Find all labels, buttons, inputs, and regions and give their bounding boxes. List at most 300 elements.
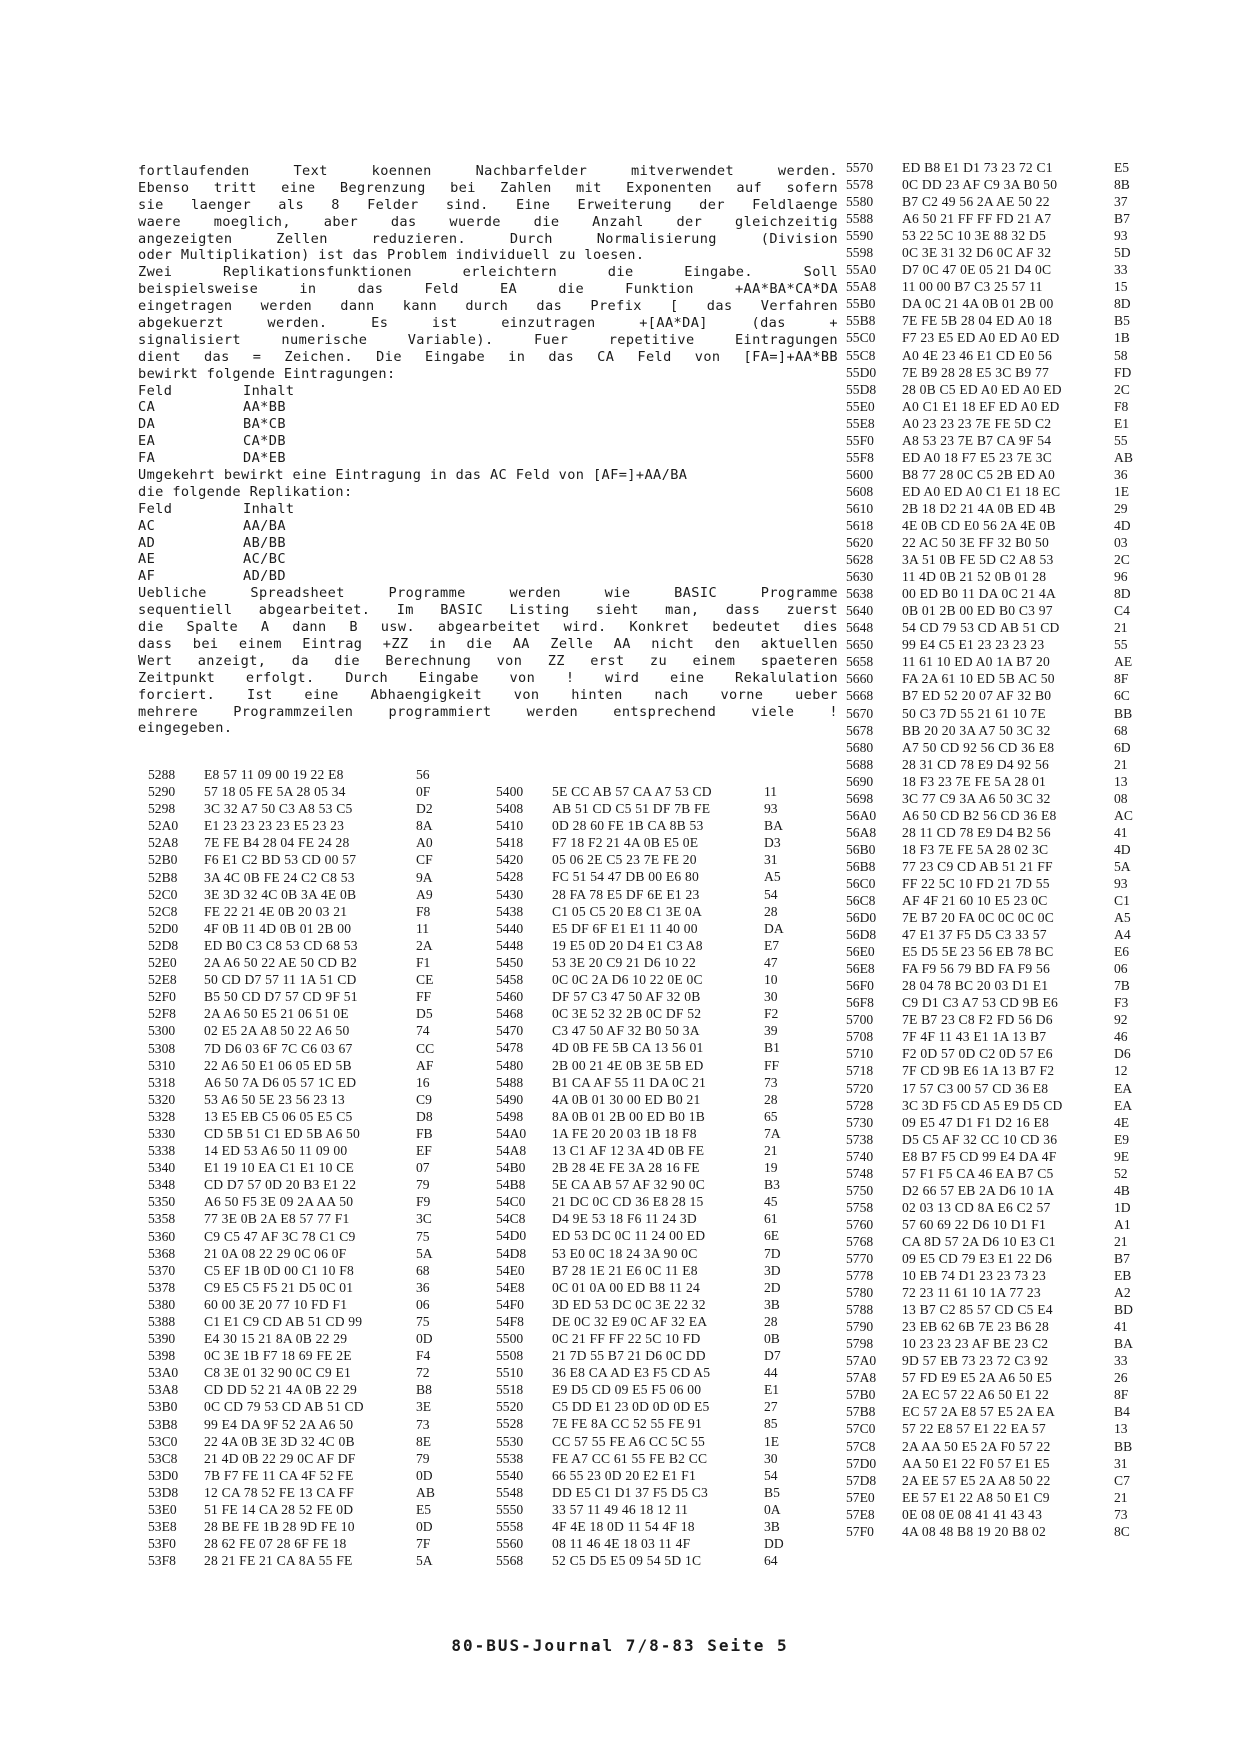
hex-row: [496, 988, 794, 1005]
hex-row: [846, 483, 1144, 500]
hex-address: 54C8: [496, 1211, 526, 1227]
hex-bytes: E9 D5 CD 09 E5 F5 06 00: [552, 1382, 702, 1398]
hex-address: 52A0: [148, 818, 179, 834]
hex-address: 54A8: [496, 1142, 527, 1158]
hex-row: [846, 977, 1144, 994]
text-line: mehrere Programmzeilen programmiert werden entsprechend viele !: [138, 703, 838, 720]
hex-row: [148, 1210, 446, 1227]
hex-row: [496, 1210, 794, 1227]
hex-row: [846, 1352, 1144, 1369]
text-line: dass bei einem Eintrag +ZZ in die AA Zelle AA nicht den aktuellen: [138, 635, 838, 652]
hex-bytes: CD DD 52 21 4A 0B 22 29: [204, 1382, 358, 1398]
hex-bytes: 50 CD D7 57 11 1A 51 CD: [204, 972, 357, 988]
hex-checksum: A4: [1114, 927, 1131, 943]
hex-row: [846, 1233, 1144, 1250]
hex-listing-right-column: [846, 159, 1144, 1540]
hex-address: 5778: [846, 1268, 874, 1284]
hex-bytes: 2A EC 57 22 A6 50 E1 22: [902, 1387, 1049, 1403]
hex-address: 5708: [846, 1029, 874, 1045]
hex-row: [148, 783, 446, 800]
hex-checksum: 79: [416, 1450, 430, 1466]
hex-checksum: 8F: [1114, 671, 1129, 687]
text-line: fortlaufenden Text koennen Nachbarfelder mitverwendet werden.: [138, 163, 838, 179]
hex-address: 5760: [846, 1216, 874, 1232]
hex-address: 54B8: [496, 1177, 526, 1193]
hex-checksum: 9E: [1114, 1148, 1130, 1164]
hex-address: 52B8: [148, 869, 178, 885]
hex-row: [496, 1176, 794, 1193]
hex-checksum: 74: [416, 1023, 430, 1039]
hex-bytes: ED 53 DC 0C 11 24 00 ED: [552, 1228, 706, 1244]
hex-checksum: 5A: [416, 1553, 433, 1569]
hex-address: 5698: [846, 790, 874, 806]
hex-bytes: 53 3E 20 C9 21 D6 10 22: [552, 954, 696, 970]
hex-bytes: B7 C2 49 56 2A AE 50 22: [902, 194, 1050, 210]
hex-checksum: 27: [764, 1399, 778, 1415]
hex-row: [148, 1228, 446, 1245]
hex-row: [496, 1193, 794, 1210]
hex-address: 53E0: [148, 1502, 177, 1518]
hex-checksum: 21: [1114, 620, 1128, 636]
hex-row: [846, 926, 1144, 943]
hex-row: [846, 500, 1144, 517]
hex-address: 57A8: [846, 1370, 877, 1386]
hex-checksum: 1B: [1114, 330, 1130, 346]
hex-bytes: 21 7D 55 B7 21 D6 0C DD: [552, 1348, 706, 1364]
hex-address: 5350: [148, 1194, 176, 1210]
hex-address: 5448: [496, 937, 524, 953]
hex-address: 52C8: [148, 903, 178, 919]
text-line: Ebenso tritt eine Begrenzung bei Zahlen mit Exponenten auf sofern: [138, 179, 838, 196]
hex-checksum: 0F: [416, 784, 431, 800]
hex-checksum: D3: [764, 835, 781, 851]
hex-bytes: 2A A6 50 22 AE 50 CD B2: [204, 955, 358, 971]
hex-address: 57A0: [846, 1353, 877, 1369]
hex-address: 5648: [846, 620, 874, 636]
hex-checksum: DA: [764, 920, 784, 936]
hex-bytes: 11 61 10 ED A0 1A B7 20: [902, 654, 1050, 670]
hex-bytes: 11 4D 0B 21 52 0B 01 28: [902, 569, 1047, 585]
hex-address: 5710: [846, 1046, 874, 1062]
hex-row: [496, 834, 794, 851]
table-cell: EA: [138, 433, 156, 450]
hex-row: [148, 1433, 446, 1450]
hex-address: 5320: [148, 1091, 176, 1107]
table-cell: AB/BB: [243, 534, 286, 551]
hex-bytes: 7E FE B4 28 04 FE 24 28: [204, 835, 350, 851]
hex-address: 5420: [496, 852, 524, 868]
hex-row: [496, 937, 794, 954]
hex-address: 56F8: [846, 995, 874, 1011]
hex-address: 5560: [496, 1536, 524, 1552]
hex-row: [496, 1227, 794, 1244]
hex-bytes: C5 EF 1B 0D 00 C1 10 F8: [204, 1262, 355, 1278]
hex-row: [148, 1398, 446, 1415]
hex-checksum: 7B: [1114, 978, 1130, 994]
hex-row: [496, 886, 794, 903]
hex-address: 57F0: [846, 1523, 874, 1539]
text-line: angezeigten Zellen reduzieren. Durch Normalisierung (Division: [138, 230, 838, 247]
hex-row: [148, 1159, 446, 1176]
hex-address: 5368: [148, 1245, 176, 1261]
hex-row: [148, 1296, 446, 1313]
hex-checksum: 7A: [764, 1125, 781, 1141]
hex-address: 5590: [846, 228, 874, 244]
hex-address: 5680: [846, 739, 874, 755]
hex-address: 5658: [846, 654, 874, 670]
table-header: [138, 501, 838, 518]
hex-row: [148, 1176, 446, 1193]
hex-row: [846, 653, 1144, 670]
hex-address: 54C0: [496, 1194, 526, 1210]
hex-bytes: C9 E5 C5 F5 21 D5 0C 01: [204, 1279, 354, 1295]
hex-bytes: 2B 28 4E FE 3A 28 16 FE: [552, 1160, 700, 1176]
hex-address: 53F0: [148, 1536, 176, 1552]
hex-row: [846, 193, 1144, 210]
hex-checksum: C4: [1114, 603, 1130, 619]
hex-checksum: 0A: [764, 1501, 781, 1517]
text-line: Zwei Replikationsfunktionen erleichtern die Eingabe. Soll: [138, 264, 838, 281]
hex-bytes: 53 A6 50 5E 23 56 23 13: [204, 1091, 345, 1107]
hex-checksum: DD: [764, 1536, 784, 1552]
hex-checksum: 54: [764, 886, 778, 902]
hex-address: 55B8: [846, 313, 876, 329]
hex-bytes: FE A7 CC 61 55 FE B2 CC: [552, 1450, 708, 1466]
hex-checksum: 93: [1114, 228, 1128, 244]
hex-row: [846, 670, 1144, 687]
hex-checksum: 12: [1114, 1063, 1128, 1079]
hex-address: 52F8: [148, 1006, 176, 1022]
hex-row: [496, 1467, 794, 1484]
article-text: [138, 163, 838, 737]
hex-checksum: 36: [416, 1279, 430, 1295]
hex-row: [148, 1108, 446, 1125]
hex-row: [846, 824, 1144, 841]
hex-bytes: FA 2A 61 10 ED 5B AC 50: [902, 671, 1055, 687]
hex-address: 57B0: [846, 1387, 876, 1403]
hex-checksum: C9: [416, 1091, 432, 1107]
hex-bytes: 28 04 78 BC 20 03 D1 E1: [902, 978, 1049, 994]
hex-row: [496, 920, 794, 937]
hex-checksum: F1: [416, 955, 431, 971]
hex-bytes: B1 CA AF 55 11 DA 0C 21: [552, 1074, 707, 1090]
hex-checksum: E6: [1114, 944, 1130, 960]
hex-checksum: EF: [416, 1143, 432, 1159]
text-line: waere moeglich, aber das wuerde die Anzahl der gleichzeitig: [138, 213, 838, 230]
hex-address: 5418: [496, 835, 524, 851]
hex-checksum: 21: [764, 1142, 778, 1158]
hex-bytes: 10 EB 74 D1 23 23 73 23: [902, 1268, 1046, 1284]
hex-row: [496, 971, 794, 988]
hex-row: [148, 1245, 446, 1262]
hex-row: [846, 278, 1144, 295]
hex-address: 56B8: [846, 858, 876, 874]
hex-checksum: 44: [764, 1365, 778, 1381]
table-header-cell: Feld: [138, 382, 173, 399]
hex-checksum: 61: [764, 1211, 778, 1227]
hex-address: 5660: [846, 671, 874, 687]
hex-address: 5598: [846, 245, 874, 261]
hex-checksum: CF: [416, 852, 433, 868]
hex-bytes: 50 C3 7D 55 21 61 10 7E: [902, 705, 1046, 721]
hex-checksum: CE: [416, 972, 434, 988]
hex-row: [846, 636, 1144, 653]
hex-row: [496, 1108, 794, 1125]
hex-checksum: 72: [416, 1365, 430, 1381]
hex-row: [846, 261, 1144, 278]
hex-address: 5358: [148, 1211, 176, 1227]
hex-row: [496, 1484, 794, 1501]
hex-address: 5738: [846, 1131, 874, 1147]
hex-checksum: 96: [1114, 569, 1128, 585]
hex-bytes: 09 E5 CD 79 E3 E1 22 D6: [902, 1251, 1052, 1266]
hex-address: 5720: [846, 1080, 874, 1096]
hex-bytes: 0C 3E 1B F7 18 69 FE 2E: [204, 1348, 352, 1364]
hex-bytes: D4 9E 53 18 F6 11 24 3D: [552, 1211, 697, 1227]
text-line: signalisiert numerische Variable). Fuer repetitive Eintragungen: [138, 331, 838, 348]
hex-address: 56E0: [846, 944, 875, 960]
hex-row: [496, 851, 794, 868]
hex-address: 5338: [148, 1143, 176, 1159]
hex-row: [148, 886, 446, 903]
hex-checksum: 0B: [764, 1331, 780, 1346]
hex-bytes: 33 57 11 49 46 18 12 11: [552, 1501, 689, 1517]
hex-row: [846, 892, 1144, 909]
hex-row: [148, 937, 446, 954]
hex-address: 54F0: [496, 1296, 524, 1312]
hex-address: 5558: [496, 1519, 524, 1535]
hex-bytes: 28 31 CD 78 E9 D4 92 56: [902, 756, 1049, 772]
hex-bytes: 18 F3 7E FE 5A 28 02 3C: [902, 841, 1049, 857]
text-line: Umgekehrt bewirkt eine Eintragung in das AC Feld von [AF=]+AA/BA: [138, 467, 688, 484]
hex-bytes: 7F 4F 11 43 E1 1A 13 B7: [902, 1029, 1047, 1045]
hex-row: [496, 1518, 794, 1535]
hex-checksum: 39: [764, 1023, 778, 1039]
hex-bytes: 11 00 00 B7 C3 25 57 11: [902, 279, 1043, 295]
hex-bytes: E8 57 11 09 00 19 22 E8: [204, 767, 344, 782]
hex-address: 5628: [846, 552, 874, 568]
hex-address: 5548: [496, 1484, 524, 1500]
hex-bytes: 28 0B C5 ED A0 ED A0 ED: [902, 381, 1062, 397]
hex-address: 5718: [846, 1063, 874, 1079]
hex-row: [846, 1489, 1144, 1506]
hex-bytes: A6 50 7A D6 05 57 1C ED: [204, 1074, 357, 1090]
hex-row: [148, 1091, 446, 1108]
hex-bytes: 0C DD 23 AF C9 3A B0 50: [902, 177, 1058, 193]
hex-checksum: 19: [764, 1160, 778, 1176]
hex-bytes: 13 E5 EB C5 06 05 E5 C5: [204, 1108, 353, 1124]
hex-checksum: E7: [764, 937, 780, 953]
hex-address: 52E8: [148, 972, 177, 988]
hex-bytes: 9D 57 EB 73 23 72 C3 92: [902, 1353, 1049, 1369]
hex-checksum: 9A: [416, 869, 433, 885]
hex-address: 5378: [148, 1279, 176, 1295]
hex-row: [846, 739, 1144, 756]
hex-checksum: 8D: [1114, 586, 1131, 602]
hex-row: [496, 1159, 794, 1176]
hex-address: 5770: [846, 1251, 874, 1266]
hex-bytes: BB 20 20 3A A7 50 3C 32: [902, 722, 1051, 738]
hex-checksum: A1: [1114, 1216, 1131, 1232]
table-cell: AF: [138, 568, 156, 585]
hex-row: [496, 1330, 794, 1347]
hex-row: [496, 1142, 794, 1159]
hex-address: 5520: [496, 1399, 524, 1415]
hex-checksum: BD: [1114, 1302, 1133, 1318]
hex-row: [496, 1501, 794, 1518]
table-row: [138, 551, 838, 568]
hex-checksum: 3D: [764, 1262, 781, 1278]
hex-bytes: B7 ED 52 20 07 AF 32 B0: [902, 688, 1052, 704]
hex-address: 5700: [846, 1012, 874, 1028]
hex-row: [846, 1472, 1144, 1489]
hex-checksum: 13: [1114, 1421, 1128, 1437]
text-line: dient das = Zeichen. Die Eingabe in das CA Feld von [FA=]+AA*BB: [138, 348, 838, 365]
hex-bytes: CA 8D 57 2A D6 10 E3 C1: [902, 1233, 1056, 1249]
hex-row: [846, 295, 1144, 312]
hex-row: [496, 954, 794, 971]
hex-bytes: A0 4E 23 46 E1 CD E0 56: [902, 347, 1052, 363]
hex-checksum: 68: [416, 1262, 430, 1278]
hex-address: 5568: [496, 1553, 524, 1569]
hex-address: 54B0: [496, 1160, 526, 1176]
table-row: [138, 568, 838, 585]
hex-checksum: FD: [1114, 364, 1132, 380]
hex-address: 5550: [496, 1501, 524, 1517]
hex-checksum: AF: [416, 1057, 434, 1073]
hex-bytes: 28 FA 78 E5 DF 6E E1 23: [552, 886, 700, 902]
hex-bytes: D5 C5 AF 32 CC 10 CD 36: [902, 1131, 1058, 1147]
hex-checksum: A5: [764, 869, 781, 885]
hex-checksum: 65: [764, 1108, 778, 1124]
hex-bytes: 99 E4 DA 9F 52 2A A6 50: [204, 1416, 354, 1432]
hex-checksum: F9: [416, 1194, 431, 1210]
hex-row: [846, 1301, 1144, 1318]
hex-bytes: AB 51 CD C5 51 DF 7B FE: [552, 801, 711, 817]
hex-bytes: DD E5 C1 D1 37 F5 D5 C3: [552, 1484, 709, 1500]
table-cell: AC/BC: [243, 551, 286, 568]
hex-address: 53A0: [148, 1365, 179, 1381]
hex-bytes: 0C CD 79 53 CD AB 51 CD: [204, 1399, 364, 1415]
hex-row: [846, 398, 1144, 415]
hex-row: [496, 1381, 794, 1398]
hex-row: [496, 1279, 794, 1296]
hex-address: 57E8: [846, 1506, 875, 1522]
hex-bytes: EE 57 E1 22 A8 50 E1 C9: [902, 1489, 1050, 1505]
hex-bytes: A0 23 23 23 7E FE 5D C2: [902, 415, 1052, 431]
hex-row: [846, 1403, 1144, 1420]
hex-row: [846, 705, 1144, 722]
hex-checksum: 8F: [1114, 1387, 1129, 1403]
hex-row: [846, 841, 1144, 858]
hex-row: [846, 1216, 1144, 1233]
hex-bytes: ED A0 ED A0 C1 E1 18 EC: [902, 483, 1061, 499]
hex-address: 55E0: [846, 398, 875, 414]
hex-bytes: 57 FD E9 E5 2A A6 50 E5: [902, 1370, 1052, 1386]
hex-row: [846, 517, 1144, 534]
hex-bytes: FC 51 54 47 DB 00 E6 80: [552, 869, 699, 885]
hex-bytes: 2B 18 D2 21 4A 0B ED 4B: [902, 500, 1056, 516]
hex-row: [148, 1518, 446, 1535]
hex-row: [148, 869, 446, 886]
hex-bytes: 3A 4C 0B FE 24 C2 C8 53: [204, 869, 355, 885]
hex-row: [846, 1199, 1144, 1216]
hex-address: 5380: [148, 1296, 176, 1312]
table-row: [138, 433, 838, 450]
hex-row: [846, 1148, 1144, 1165]
hex-checksum: E9: [1114, 1131, 1130, 1147]
hex-address: 5500: [496, 1331, 524, 1346]
hex-checksum: 3E: [416, 1399, 432, 1415]
hex-row: [496, 1091, 794, 1108]
hex-checksum: 0D: [416, 1467, 433, 1483]
table-cell: AA/BA: [243, 517, 286, 534]
hex-row: [846, 585, 1144, 602]
hex-row: [148, 1535, 446, 1552]
hex-checksum: A2: [1114, 1285, 1131, 1301]
hex-address: 5450: [496, 954, 524, 970]
hex-checksum: 5A: [1114, 858, 1131, 874]
hex-bytes: 8A 0B 01 2B 00 ED B0 1B: [552, 1108, 706, 1124]
hex-address: 5578: [846, 177, 874, 193]
hex-bytes: ED A0 18 F7 E5 23 7E 3C: [902, 449, 1052, 465]
hex-bytes: CC 57 55 FE A6 CC 5C 55: [552, 1433, 706, 1449]
text-line: die Spalte A dann B usw. abgearbeitet wird. Konkret bedeutet dies: [138, 619, 838, 636]
hex-bytes: ED B0 C3 C8 53 CD 68 53: [204, 937, 358, 953]
table-header: [138, 383, 838, 400]
hex-address: 54A0: [496, 1125, 527, 1141]
text-line: abgekuerzt werden. Es ist einzutragen +[AA*DA] (das +: [138, 315, 838, 332]
hex-checksum: F2: [764, 1006, 779, 1022]
hex-bytes: 4F 0B 11 4D 0B 01 2B 00: [204, 920, 352, 936]
hex-row: [148, 1074, 446, 1091]
hex-address: 54F8: [496, 1313, 524, 1329]
hex-checksum: 11: [416, 920, 430, 936]
hex-row: [496, 817, 794, 834]
hex-checksum: 16: [416, 1074, 430, 1090]
hex-address: 57E0: [846, 1489, 875, 1505]
hex-checksum: 1E: [1114, 483, 1130, 499]
hex-row: [148, 1552, 446, 1569]
hex-checksum: 64: [764, 1553, 778, 1569]
hex-row: [148, 1501, 446, 1518]
hex-address: 55A0: [846, 262, 877, 278]
text-line: Zeitpunkt erfolgt. Durch Eingabe von ! wird eine Rekalulation: [138, 669, 838, 686]
text-line: beispielsweise in das Feld EA die Funktion +AA*BA*CA*DA: [138, 281, 838, 298]
hex-checksum: 2C: [1114, 381, 1130, 397]
hex-bytes: 2A AA 50 E5 2A F0 57 22: [902, 1438, 1051, 1454]
hex-checksum: C7: [1114, 1472, 1130, 1488]
hex-address: 5288: [148, 767, 176, 782]
text-line: Wert anzeigt, da die Berechnung von ZZ erst zu einem spaeteren: [138, 652, 838, 669]
hex-bytes: 57 F1 F5 CA 46 EA B7 C5: [902, 1165, 1054, 1181]
hex-row: [846, 1335, 1144, 1352]
hex-bytes: C1 E1 C9 CD AB 51 CD 99: [204, 1314, 363, 1329]
hex-bytes: C5 DD E1 23 0D 0D 0D E5: [552, 1399, 710, 1415]
hex-address: 5518: [496, 1382, 524, 1398]
hex-checksum: 46: [1114, 1029, 1128, 1045]
hex-bytes: 08 11 46 4E 18 03 11 4F: [552, 1536, 691, 1552]
hex-bytes: C1 05 C5 20 E8 C1 3E 0A: [552, 903, 702, 919]
hex-bytes: 0C 0C 2A D6 10 22 0E 0C: [552, 972, 703, 988]
hex-row: [496, 1262, 794, 1279]
table-cell: FA: [138, 450, 156, 467]
hex-row: [496, 800, 794, 817]
hex-row: [846, 1284, 1144, 1301]
hex-row: [496, 1245, 794, 1262]
hex-address: 5740: [846, 1148, 874, 1164]
hex-address: 5608: [846, 483, 874, 499]
